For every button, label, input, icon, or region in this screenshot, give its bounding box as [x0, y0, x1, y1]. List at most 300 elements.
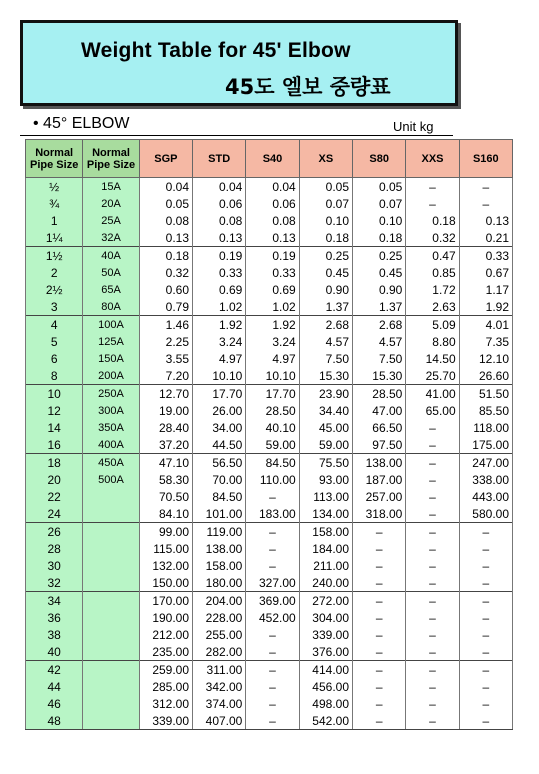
cell-size-inch: 14	[26, 419, 83, 436]
cell-size-inch: 2½	[26, 281, 83, 298]
cell-xxs: 5.09	[406, 316, 459, 334]
cell-xxs: –	[406, 609, 459, 626]
cell-size-a: 40A	[83, 247, 139, 265]
cell-s40: 3.24	[246, 333, 299, 350]
cell-xs: 0.90	[299, 281, 352, 298]
cell-xxs: 2.63	[406, 298, 459, 316]
cell-size-a: 50A	[83, 264, 139, 281]
weight-table	[25, 139, 513, 730]
cell-xs: 376.00	[299, 643, 352, 661]
cell-size-inch: 6	[26, 350, 83, 367]
cell-std: 228.00	[193, 609, 246, 626]
cell-size-inch: 38	[26, 626, 83, 643]
cell-size-a	[83, 643, 139, 661]
cell-s40: 40.10	[246, 419, 299, 436]
cell-s160: 175.00	[459, 436, 512, 454]
cell-xxs: –	[406, 712, 459, 730]
cell-s40: –	[246, 695, 299, 712]
table-row	[26, 281, 513, 298]
cell-s160: –	[459, 643, 512, 661]
cell-std: 101.00	[193, 505, 246, 523]
cell-s160: –	[459, 609, 512, 626]
cell-s80: –	[353, 712, 406, 730]
cell-size-inch: 1¼	[26, 229, 83, 247]
cell-std: 311.00	[193, 661, 246, 679]
cell-sgp: 28.40	[139, 419, 192, 436]
cell-xs: 211.00	[299, 557, 352, 574]
table-row	[26, 488, 513, 505]
cell-s40: 4.97	[246, 350, 299, 367]
cell-xxs: –	[406, 661, 459, 679]
cell-sgp: 3.55	[139, 350, 192, 367]
cell-s40: –	[246, 712, 299, 730]
cell-xs: 0.10	[299, 212, 352, 229]
table-row	[26, 419, 513, 436]
cell-size-inch: 24	[26, 505, 83, 523]
table-row	[26, 385, 513, 403]
cell-xxs: –	[406, 540, 459, 557]
cell-std: 180.00	[193, 574, 246, 592]
cell-s160: 1.17	[459, 281, 512, 298]
cell-size-inch: 44	[26, 678, 83, 695]
table-row	[26, 316, 513, 334]
cell-xxs: 0.47	[406, 247, 459, 265]
cell-xxs: –	[406, 488, 459, 505]
cell-xs: 542.00	[299, 712, 352, 730]
cell-size-inch: 8	[26, 367, 83, 385]
col-header-std: STD	[193, 140, 246, 178]
cell-s40: 0.06	[246, 195, 299, 212]
divider	[20, 135, 453, 136]
cell-xxs: –	[406, 178, 459, 196]
cell-s80: 0.90	[353, 281, 406, 298]
cell-size-inch: 1	[26, 212, 83, 229]
cell-xs: 0.05	[299, 178, 352, 196]
table-row	[26, 523, 513, 541]
cell-sgp: 58.30	[139, 471, 192, 488]
cell-s80: 47.00	[353, 402, 406, 419]
cell-xxs: 65.00	[406, 402, 459, 419]
cell-s80: 15.30	[353, 367, 406, 385]
cell-s160: 118.00	[459, 419, 512, 436]
cell-s160: 0.21	[459, 229, 512, 247]
cell-size-inch: 28	[26, 540, 83, 557]
cell-xxs: –	[406, 454, 459, 472]
cell-sgp: 84.10	[139, 505, 192, 523]
cell-size-inch: 4	[26, 316, 83, 334]
cell-xs: 113.00	[299, 488, 352, 505]
table-row	[26, 626, 513, 643]
cell-std: 1.92	[193, 316, 246, 334]
table-row	[26, 574, 513, 592]
cell-xs: 7.50	[299, 350, 352, 367]
cell-xs: 23.90	[299, 385, 352, 403]
cell-s160: 51.50	[459, 385, 512, 403]
cell-size-a	[83, 557, 139, 574]
cell-s40: 452.00	[246, 609, 299, 626]
cell-xxs: 14.50	[406, 350, 459, 367]
cell-size-a: 65A	[83, 281, 139, 298]
cell-s80: 1.37	[353, 298, 406, 316]
cell-s80: 2.68	[353, 316, 406, 334]
cell-sgp: 19.00	[139, 402, 192, 419]
cell-s80: –	[353, 626, 406, 643]
cell-xxs: 1.72	[406, 281, 459, 298]
cell-size-inch: 5	[26, 333, 83, 350]
table-row	[26, 367, 513, 385]
cell-s80: 0.07	[353, 195, 406, 212]
cell-s80: –	[353, 523, 406, 541]
cell-sgp: 190.00	[139, 609, 192, 626]
cell-size-inch: 42	[26, 661, 83, 679]
cell-xxs: 0.32	[406, 229, 459, 247]
cell-std: 204.00	[193, 592, 246, 610]
cell-size-a	[83, 626, 139, 643]
col-header-size-a: Normal Pipe Size	[83, 140, 139, 178]
cell-std: 138.00	[193, 540, 246, 557]
cell-size-inch: 10	[26, 385, 83, 403]
cell-std: 26.00	[193, 402, 246, 419]
table-row	[26, 695, 513, 712]
cell-sgp: 212.00	[139, 626, 192, 643]
cell-sgp: 0.18	[139, 247, 192, 265]
cell-size-a: 80A	[83, 298, 139, 316]
table-header-row	[26, 140, 513, 178]
cell-s160: 4.01	[459, 316, 512, 334]
cell-std: 407.00	[193, 712, 246, 730]
cell-sgp: 7.20	[139, 367, 192, 385]
cell-s80: –	[353, 678, 406, 695]
cell-s40: 0.13	[246, 229, 299, 247]
cell-s40: 28.50	[246, 402, 299, 419]
cell-s40: –	[246, 661, 299, 679]
cell-s40: 1.02	[246, 298, 299, 316]
cell-xxs: –	[406, 436, 459, 454]
cell-xs: 93.00	[299, 471, 352, 488]
cell-s40: 1.92	[246, 316, 299, 334]
cell-size-inch: 26	[26, 523, 83, 541]
cell-size-a	[83, 661, 139, 679]
cell-xs: 134.00	[299, 505, 352, 523]
cell-s80: –	[353, 661, 406, 679]
table-row	[26, 333, 513, 350]
cell-s80: –	[353, 695, 406, 712]
cell-s160: –	[459, 626, 512, 643]
cell-s80: 7.50	[353, 350, 406, 367]
cell-sgp: 312.00	[139, 695, 192, 712]
cell-s80: –	[353, 592, 406, 610]
cell-std: 17.70	[193, 385, 246, 403]
cell-xs: 158.00	[299, 523, 352, 541]
cell-s160: 338.00	[459, 471, 512, 488]
table-row	[26, 436, 513, 454]
cell-xs: 456.00	[299, 678, 352, 695]
table-row	[26, 592, 513, 610]
cell-size-inch: 30	[26, 557, 83, 574]
cell-xxs: –	[406, 471, 459, 488]
cell-xxs: –	[406, 678, 459, 695]
cell-xxs: –	[406, 574, 459, 592]
cell-xs: 2.68	[299, 316, 352, 334]
section-label: • 45° ELBOW	[33, 115, 130, 132]
cell-s160: 12.10	[459, 350, 512, 367]
cell-sgp: 259.00	[139, 661, 192, 679]
cell-size-a	[83, 505, 139, 523]
table-row	[26, 247, 513, 265]
table-row	[26, 661, 513, 679]
cell-s80: –	[353, 643, 406, 661]
cell-xs: 0.45	[299, 264, 352, 281]
cell-s40: –	[246, 643, 299, 661]
cell-s160: 0.67	[459, 264, 512, 281]
cell-sgp: 0.79	[139, 298, 192, 316]
cell-s40: 0.19	[246, 247, 299, 265]
cell-sgp: 170.00	[139, 592, 192, 610]
cell-s40: 84.50	[246, 454, 299, 472]
cell-sgp: 0.08	[139, 212, 192, 229]
table-row	[26, 540, 513, 557]
cell-s80: 0.18	[353, 229, 406, 247]
cell-s160: –	[459, 678, 512, 695]
cell-xs: 184.00	[299, 540, 352, 557]
cell-size-inch: 22	[26, 488, 83, 505]
cell-xs: 0.18	[299, 229, 352, 247]
cell-s40: 183.00	[246, 505, 299, 523]
cell-s80: 0.45	[353, 264, 406, 281]
cell-size-a: 15A	[83, 178, 139, 196]
cell-size-inch: ¾	[26, 195, 83, 212]
cell-std: 342.00	[193, 678, 246, 695]
table-row	[26, 195, 513, 212]
cell-std: 119.00	[193, 523, 246, 541]
cell-xxs: –	[406, 557, 459, 574]
cell-s80: 138.00	[353, 454, 406, 472]
cell-size-a	[83, 488, 139, 505]
cell-xxs: –	[406, 695, 459, 712]
cell-s40: 59.00	[246, 436, 299, 454]
cell-xxs: –	[406, 643, 459, 661]
cell-std: 0.33	[193, 264, 246, 281]
cell-s40: 17.70	[246, 385, 299, 403]
cell-sgp: 0.05	[139, 195, 192, 212]
cell-std: 0.19	[193, 247, 246, 265]
cell-sgp: 12.70	[139, 385, 192, 403]
cell-s160: –	[459, 540, 512, 557]
cell-size-a: 250A	[83, 385, 139, 403]
cell-s160: 26.60	[459, 367, 512, 385]
col-header-s80: S80	[353, 140, 406, 178]
cell-s40: –	[246, 557, 299, 574]
cell-sgp: 132.00	[139, 557, 192, 574]
cell-size-inch: 46	[26, 695, 83, 712]
cell-s160: 85.50	[459, 402, 512, 419]
cell-s80: 318.00	[353, 505, 406, 523]
cell-xxs: –	[406, 419, 459, 436]
cell-size-a	[83, 540, 139, 557]
unit-label: Unit kg	[393, 119, 434, 134]
cell-std: 0.69	[193, 281, 246, 298]
table-row	[26, 557, 513, 574]
cell-s160: 580.00	[459, 505, 512, 523]
cell-size-inch: 12	[26, 402, 83, 419]
cell-xxs: 25.70	[406, 367, 459, 385]
cell-s40: 110.00	[246, 471, 299, 488]
cell-sgp: 339.00	[139, 712, 192, 730]
cell-std: 10.10	[193, 367, 246, 385]
cell-sgp: 70.50	[139, 488, 192, 505]
cell-xs: 0.25	[299, 247, 352, 265]
col-header-size-inch: Normal Pipe Size	[26, 140, 83, 178]
cell-size-a: 500A	[83, 471, 139, 488]
cell-s40: 369.00	[246, 592, 299, 610]
table-body	[26, 178, 513, 730]
cell-size-inch: 16	[26, 436, 83, 454]
table-row	[26, 609, 513, 626]
cell-xxs: –	[406, 195, 459, 212]
cell-sgp: 235.00	[139, 643, 192, 661]
cell-std: 158.00	[193, 557, 246, 574]
cell-sgp: 1.46	[139, 316, 192, 334]
table-row	[26, 712, 513, 730]
cell-s80: –	[353, 609, 406, 626]
table-row	[26, 678, 513, 695]
cell-s80: –	[353, 540, 406, 557]
cell-size-a	[83, 592, 139, 610]
cell-size-inch: 32	[26, 574, 83, 592]
cell-std: 0.04	[193, 178, 246, 196]
cell-s40: –	[246, 488, 299, 505]
cell-std: 282.00	[193, 643, 246, 661]
cell-size-inch: 18	[26, 454, 83, 472]
cell-s80: 66.50	[353, 419, 406, 436]
cell-s160: –	[459, 523, 512, 541]
table-row	[26, 643, 513, 661]
cell-s80: 4.57	[353, 333, 406, 350]
cell-xxs: –	[406, 523, 459, 541]
cell-std: 70.00	[193, 471, 246, 488]
cell-xxs: –	[406, 505, 459, 523]
cell-xs: 4.57	[299, 333, 352, 350]
cell-size-inch: 34	[26, 592, 83, 610]
cell-size-a: 400A	[83, 436, 139, 454]
cell-xs: 240.00	[299, 574, 352, 592]
col-header-xs: XS	[299, 140, 352, 178]
cell-s80: –	[353, 557, 406, 574]
cell-xs: 0.07	[299, 195, 352, 212]
table-row	[26, 298, 513, 316]
cell-xxs: 0.85	[406, 264, 459, 281]
cell-size-a	[83, 678, 139, 695]
cell-sgp: 0.60	[139, 281, 192, 298]
cell-sgp: 2.25	[139, 333, 192, 350]
cell-s160: –	[459, 178, 512, 196]
cell-size-a	[83, 695, 139, 712]
cell-xs: 414.00	[299, 661, 352, 679]
cell-sgp: 99.00	[139, 523, 192, 541]
table-row	[26, 229, 513, 247]
cell-s40: 0.69	[246, 281, 299, 298]
cell-size-inch: 3	[26, 298, 83, 316]
cell-xxs: 0.18	[406, 212, 459, 229]
cell-sgp: 285.00	[139, 678, 192, 695]
cell-s160: 7.35	[459, 333, 512, 350]
cell-xs: 272.00	[299, 592, 352, 610]
cell-size-a: 300A	[83, 402, 139, 419]
title-english: Weight Table for 45' Elbow	[81, 39, 351, 62]
cell-xxs: 8.80	[406, 333, 459, 350]
cell-size-inch: ½	[26, 178, 83, 196]
cell-std: 255.00	[193, 626, 246, 643]
cell-std: 3.24	[193, 333, 246, 350]
cell-s160: 1.92	[459, 298, 512, 316]
cell-s40: –	[246, 540, 299, 557]
cell-size-a: 100A	[83, 316, 139, 334]
cell-size-a: 20A	[83, 195, 139, 212]
cell-s40: –	[246, 626, 299, 643]
col-header-s160: S160	[459, 140, 512, 178]
cell-size-a: 200A	[83, 367, 139, 385]
cell-s160: –	[459, 195, 512, 212]
cell-std: 1.02	[193, 298, 246, 316]
cell-size-inch: 40	[26, 643, 83, 661]
cell-xs: 59.00	[299, 436, 352, 454]
cell-s80: 0.25	[353, 247, 406, 265]
cell-xs: 45.00	[299, 419, 352, 436]
cell-std: 0.08	[193, 212, 246, 229]
cell-sgp: 47.10	[139, 454, 192, 472]
cell-s40: –	[246, 678, 299, 695]
cell-std: 4.97	[193, 350, 246, 367]
cell-std: 0.13	[193, 229, 246, 247]
cell-s80: 97.50	[353, 436, 406, 454]
cell-sgp: 150.00	[139, 574, 192, 592]
cell-size-inch: 36	[26, 609, 83, 626]
cell-s160: –	[459, 712, 512, 730]
cell-size-a: 450A	[83, 454, 139, 472]
cell-s80: 28.50	[353, 385, 406, 403]
cell-s160: –	[459, 557, 512, 574]
cell-s80: 0.10	[353, 212, 406, 229]
cell-s160: –	[459, 574, 512, 592]
cell-std: 44.50	[193, 436, 246, 454]
cell-s40: 0.33	[246, 264, 299, 281]
cell-xs: 34.40	[299, 402, 352, 419]
cell-s160: –	[459, 695, 512, 712]
cell-s160: 443.00	[459, 488, 512, 505]
cell-std: 34.00	[193, 419, 246, 436]
cell-s40: 0.04	[246, 178, 299, 196]
cell-sgp: 37.20	[139, 436, 192, 454]
cell-s80: 257.00	[353, 488, 406, 505]
cell-size-a	[83, 609, 139, 626]
cell-xxs: –	[406, 592, 459, 610]
cell-size-a: 350A	[83, 419, 139, 436]
cell-size-inch: 48	[26, 712, 83, 730]
cell-size-a	[83, 712, 139, 730]
cell-xxs: 41.00	[406, 385, 459, 403]
table-row	[26, 505, 513, 523]
cell-xs: 1.37	[299, 298, 352, 316]
cell-xs: 498.00	[299, 695, 352, 712]
cell-std: 374.00	[193, 695, 246, 712]
cell-size-a: 150A	[83, 350, 139, 367]
table-row	[26, 212, 513, 229]
cell-s160: –	[459, 661, 512, 679]
col-header-xxs: XXS	[406, 140, 459, 178]
cell-s80: 187.00	[353, 471, 406, 488]
cell-s40: –	[246, 523, 299, 541]
cell-size-a	[83, 574, 139, 592]
